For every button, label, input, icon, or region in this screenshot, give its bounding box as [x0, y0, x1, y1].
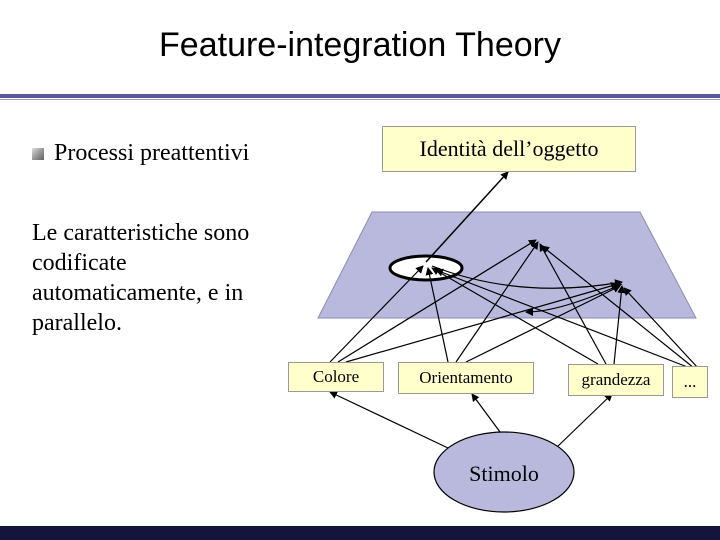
- footer-bar: [0, 526, 720, 540]
- slide-title: Feature-integration Theory: [159, 26, 561, 64]
- feature-box-grandezza: grandezza: [568, 364, 664, 396]
- stimulus-label: Stimolo: [469, 461, 539, 486]
- feature-box-orientamento: Orientamento: [398, 362, 534, 394]
- bullet-text: Processi preattentivi: [54, 140, 250, 166]
- master-map-plane: [318, 212, 696, 318]
- identity-box: Identità dell’oggetto: [382, 126, 636, 172]
- feature-box-colore: Colore: [288, 362, 384, 392]
- body-paragraph: Le caratteristiche sono codificate automaticamente, e in parallelo.: [32, 220, 250, 336]
- feature-box-more: ...: [672, 366, 708, 398]
